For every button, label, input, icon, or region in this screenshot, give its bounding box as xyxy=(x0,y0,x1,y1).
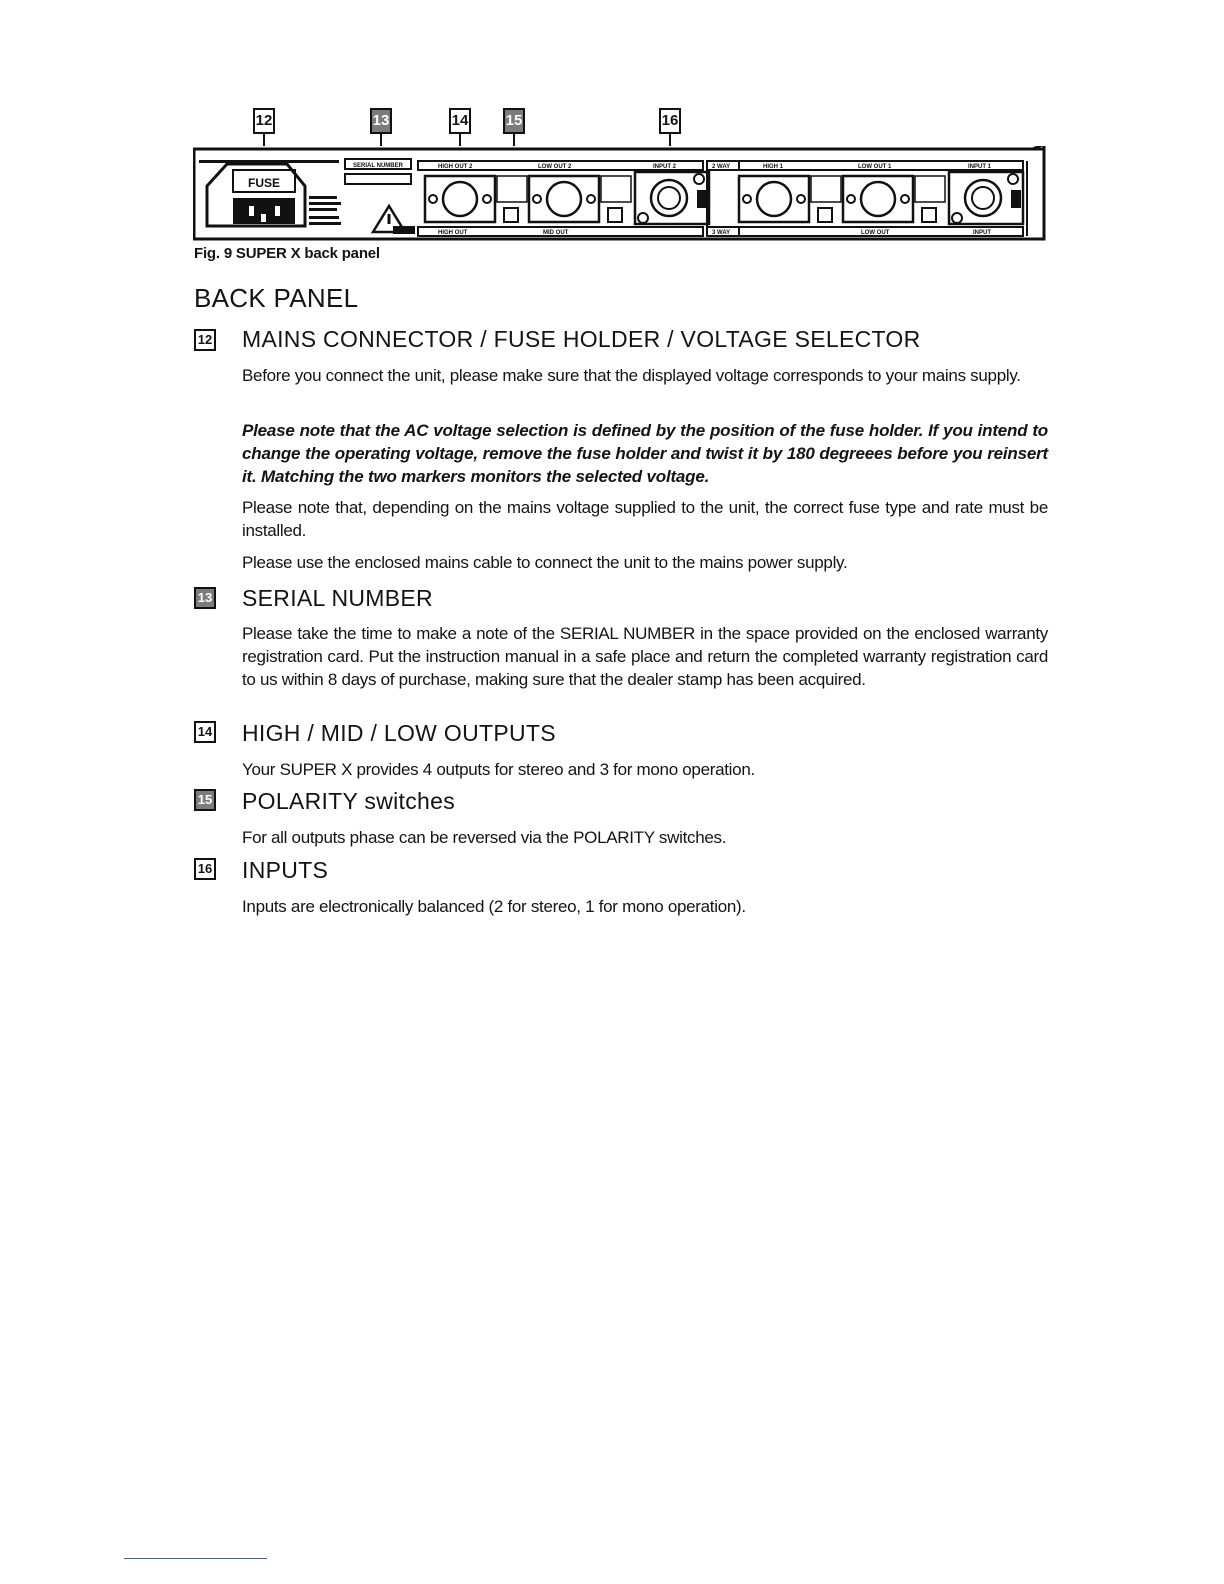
section-badge-13: 13 xyxy=(194,587,216,609)
label-2-way: 2 WAY xyxy=(712,164,731,170)
callout-15-stem xyxy=(513,134,515,146)
callout-13: 13 xyxy=(370,108,392,134)
label-input: INPUT xyxy=(973,230,991,236)
section-13-paragraph-1: Please take the time to make a note of the SERIAL NUMBER in the space provided on the enclosed warranty registration card. Put the instruction manual in a safe place and return the completed warranty registration card to us within 8 days of purchase, making sure that the dealer stamp has been acquired. xyxy=(242,624,1048,689)
section-12-paragraph-3: Please note that, depending on the mains voltage supplied to the unit, the correct fuse type and rate must be installed. xyxy=(242,498,1048,540)
section-15-paragraph-1: For all outputs phase can be reversed via the POLARITY switches. xyxy=(242,828,727,847)
callout-12: 12 xyxy=(253,108,275,134)
callout-13-stem xyxy=(380,134,382,146)
section-title-serial-number: SERIAL NUMBER xyxy=(242,585,433,611)
section-16-paragraph-1: Inputs are electronically balanced (2 for stereo, 1 for mono operation). xyxy=(242,897,746,916)
polarity-switch-low-1 xyxy=(922,208,936,222)
label-input-2: INPUT 2 xyxy=(653,164,677,170)
section-badge-12: 12 xyxy=(194,329,216,351)
label-3-way: 3 WAY xyxy=(712,230,731,236)
label-mid-out: MID OUT xyxy=(543,230,569,236)
section-12-paragraph-4: Please use the enclosed mains cable to connect the unit to the mains power supply. xyxy=(242,553,848,572)
section-12-paragraph-2: Please note that the AC voltage selection is defined by the position of the fuse holder. If you intend to change the operating voltage, remove the fuse holder and twist it by 180 degreees before you reinsert it. Matching the two markers monitors the selected voltage. xyxy=(242,421,1048,486)
fuse-label: FUSE xyxy=(247,176,281,190)
label-high-out: HIGH OUT xyxy=(438,230,468,236)
label-low-out-1: LOW OUT 1 xyxy=(858,164,892,170)
section-title-outputs: HIGH / MID / LOW OUTPUTS xyxy=(242,720,556,746)
callout-12-stem xyxy=(263,134,265,146)
serial-number-label: SERIAL NUMBER xyxy=(353,163,403,169)
serial-number-field xyxy=(345,174,411,184)
section-title-polarity: POLARITY switches xyxy=(242,788,456,814)
section-badge-16: 16 xyxy=(194,858,216,880)
figure-caption: Fig. 9 SUPER X back panel xyxy=(194,245,380,262)
label-high-out-2: HIGH OUT 2 xyxy=(438,164,473,170)
polarity-switch-low-2 xyxy=(608,208,622,222)
label-low-out: LOW OUT xyxy=(861,230,890,236)
callout-16: 16 xyxy=(659,108,681,134)
back-panel-figure xyxy=(193,146,1047,242)
polarity-switch-high-1 xyxy=(818,208,832,222)
polarity-switch-high-2 xyxy=(504,208,518,222)
label-low-out-2: LOW OUT 2 xyxy=(538,164,572,170)
footnote-divider xyxy=(124,1558,267,1559)
section-title-inputs: INPUTS xyxy=(242,857,329,883)
section-title-mains: MAINS CONNECTOR / FUSE HOLDER / VOLTAGE SELECTOR xyxy=(242,326,921,352)
section-14-paragraph-1: Your SUPER X provides 4 outputs for stereo and 3 for mono operation. xyxy=(242,760,755,779)
section-12-paragraph-1: Before you connect the unit, please make sure that the displayed voltage corresponds to your mains supply. xyxy=(242,366,1021,385)
callout-14: 14 xyxy=(449,108,471,134)
callout-14-stem xyxy=(459,134,461,146)
section-badge-15: 15 xyxy=(194,789,216,811)
page-title: BACK PANEL xyxy=(194,283,359,313)
label-input-1: INPUT 1 xyxy=(968,164,992,170)
label-high-1: HIGH 1 xyxy=(763,164,784,170)
callout-16-stem xyxy=(669,134,671,146)
callout-15: 15 xyxy=(503,108,525,134)
section-badge-14: 14 xyxy=(194,721,216,743)
